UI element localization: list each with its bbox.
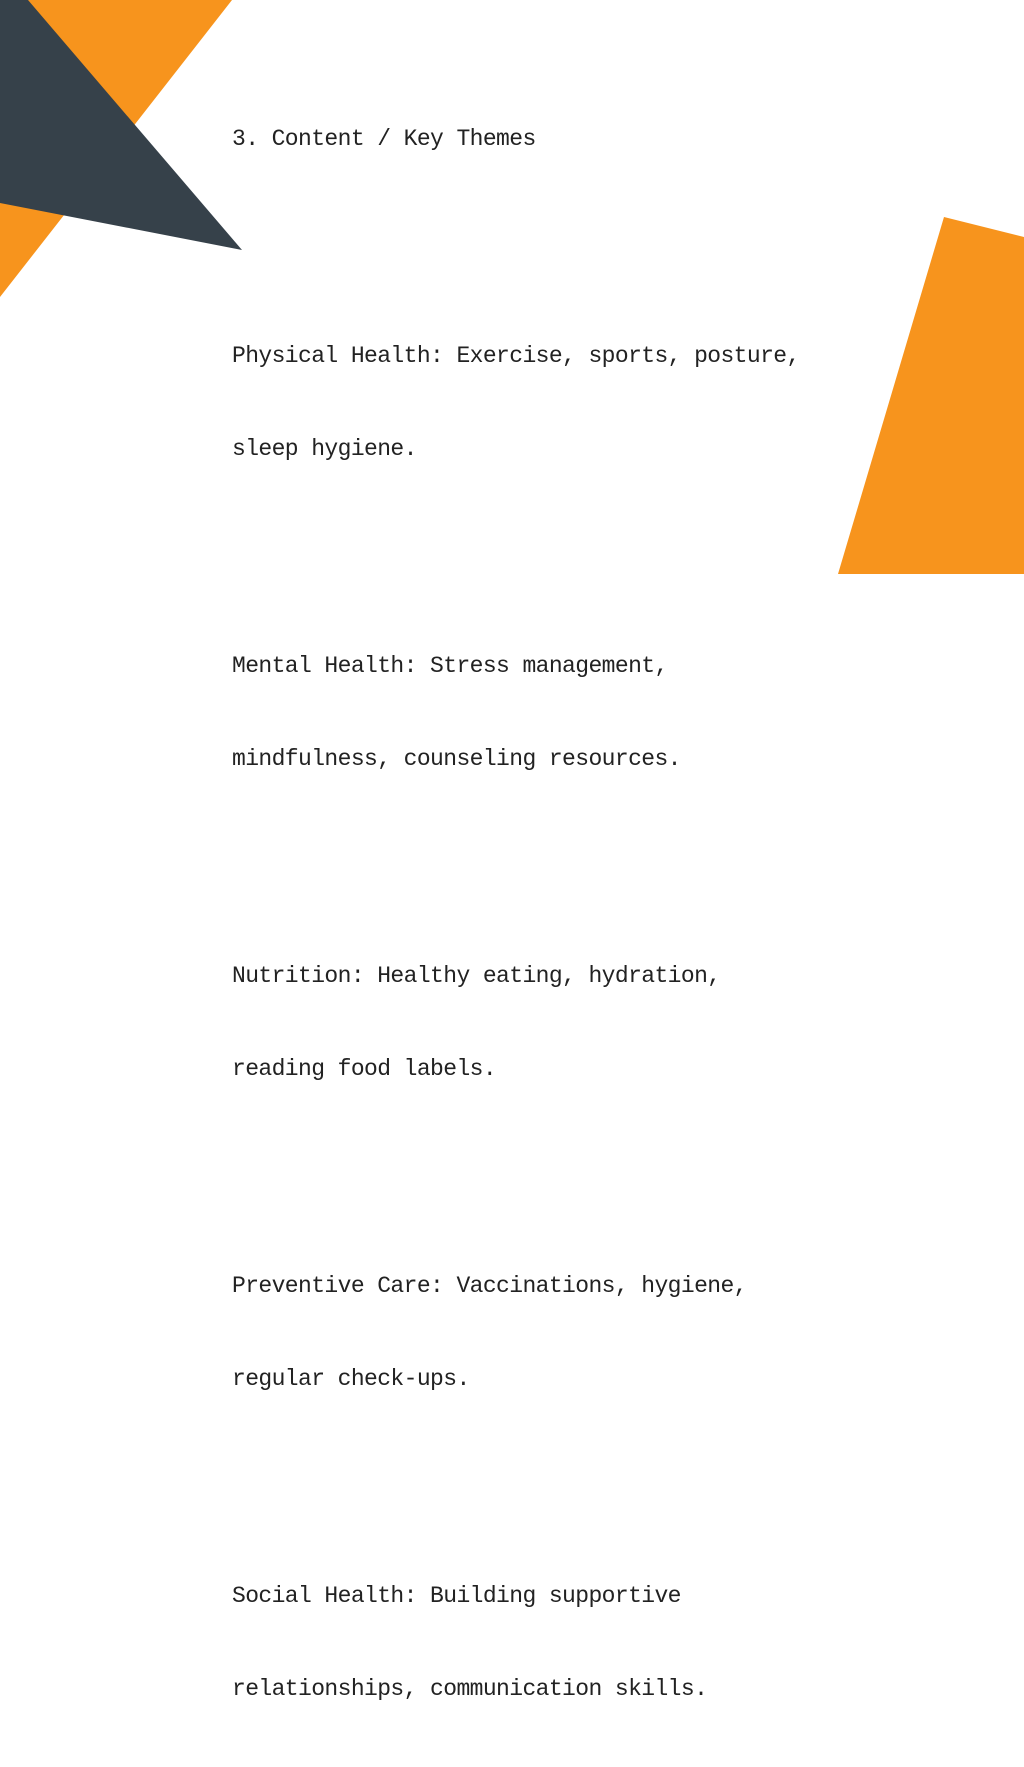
spacer — [232, 1147, 832, 1178]
spacer — [232, 527, 832, 558]
theme-social-line-1: Social Health: Building supportive — [232, 1583, 681, 1609]
theme-preventive-line-2: regular check-ups. — [232, 1366, 470, 1392]
theme-physical-line-1: Physical Health: Exercise, sports, posture, — [232, 343, 800, 369]
theme-nutrition-line-1: Nutrition: Healthy eating, hydration, — [232, 963, 721, 989]
slide-heading: 3. Content / Key Themes — [232, 126, 536, 152]
slide-body — [232, 62, 832, 1767]
theme-mental-line-2: mindfulness, counseling resources. — [232, 746, 681, 772]
orange-right-shape — [838, 217, 1024, 574]
spacer — [232, 837, 832, 868]
spacer — [232, 1457, 832, 1488]
spacer — [232, 217, 832, 248]
theme-mental-line-1: Mental Health: Stress management, — [232, 653, 668, 679]
theme-preventive-line-1: Preventive Care: Vaccinations, hygiene, — [232, 1273, 747, 1299]
theme-physical-line-2: sleep hygiene. — [232, 436, 417, 462]
theme-social-line-2: relationships, communication skills. — [232, 1676, 708, 1702]
theme-nutrition-line-2: reading food labels. — [232, 1056, 497, 1082]
